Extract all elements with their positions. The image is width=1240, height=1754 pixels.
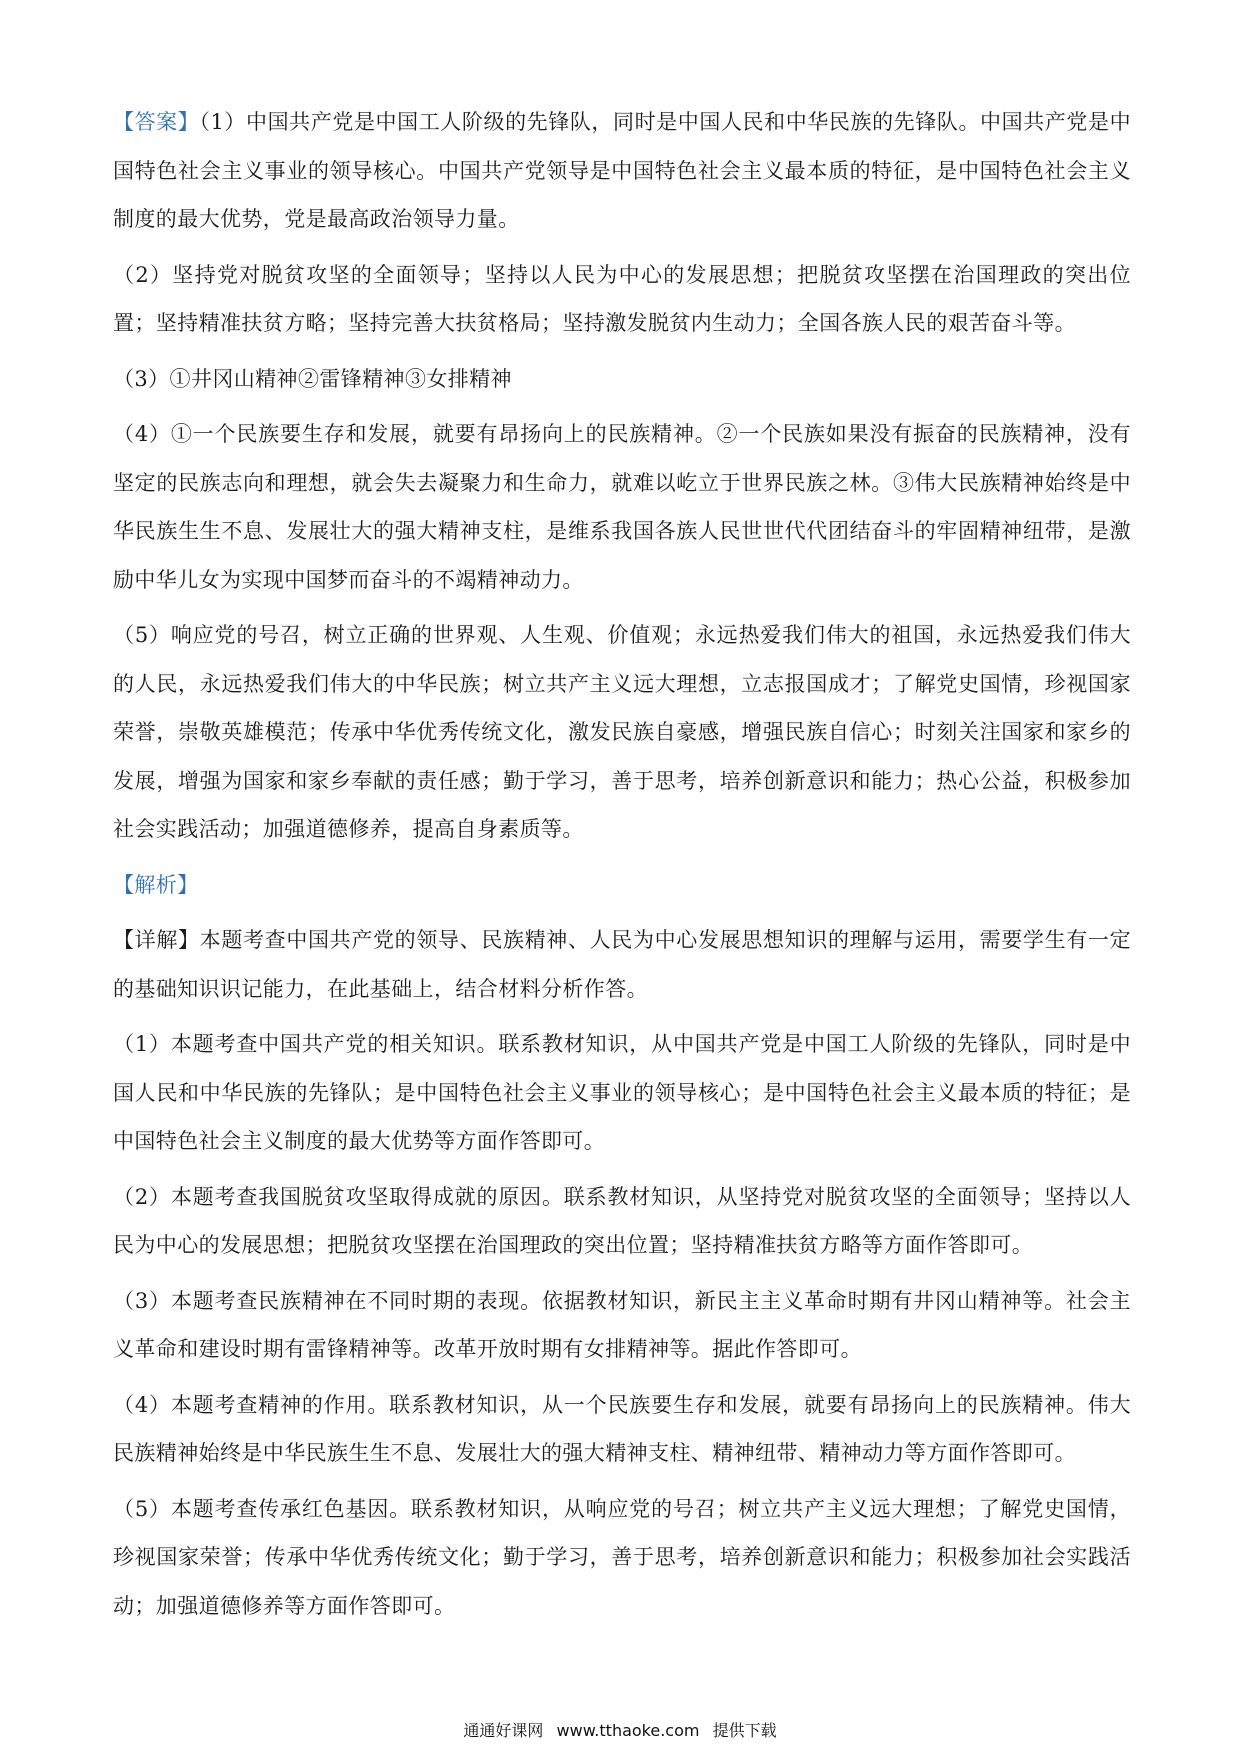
analysis-paragraph-3: （3）本题考查民族精神在不同时期的表现。依据教材知识，新民主主义革命时期有井冈山精神等。社会主义革命和建设时期有雷锋精神等。改革开放时期有女排精神等。据此作答即可。 xyxy=(113,1288,1131,1361)
analysis-tag: 【解析】 xyxy=(113,872,199,897)
detail-paragraph xyxy=(113,916,1131,1013)
answer-text-1: （1）中国共产党是中国工人阶级的先锋队，同时是中国人民和中华民族的先锋队。中国共产党是中国特色社会主义事业的领导核心。中国共产党领导是中国特色社会主义最本质的特征，是中国特色社会主义制度的最大优势，党是最高政治领导力量。 xyxy=(113,110,1131,231)
answer-paragraph-5: （5）响应党的号召，树立正确的世界观、人生观、价值观；永远热爱我们伟大的祖国，永远热爱我们伟大的人民，永远热爱我们伟大的中华民族；树立共产主义远大理想，立志报国成才；了解党史国情，珍视国家荣誉，崇敬英雄模范；传承中华优秀传统文化，激发民族自豪感，增强民族自信心；时刻关注国家和家乡的发展，增强为国家和家乡奉献的责任感；勤于学习，善于思考，培养创新意识和能力；热心公益，积极参加社会实践活动；加强道德修养，提高自身素质等。 xyxy=(113,623,1131,841)
analysis-paragraph-2: （2）本题考查我国脱贫攻坚取得成就的原因。联系教材知识，从坚持党对脱贫攻坚的全面领导；坚持以人民为中心的发展思想；把脱贫攻坚摆在治国理政的突出位置；坚持精准扶贫方略等方面作答即可。 xyxy=(113,1184,1131,1257)
analysis-paragraph-5: （5）本题考查传承红色基因。联系教材知识，从响应党的号召；树立共产主义远大理想；了解党史国情，珍视国家荣誉；传承中华优秀传统文化；勤于学习，善于思考，培养创新意识和能力；积极参加社会实践活动；加强道德修养等方面作答即可。 xyxy=(113,1496,1131,1618)
footer-note: 提供下载 xyxy=(712,1721,777,1740)
answer-paragraph-3: （3）①井冈山精神②雷锋精神③女排精神 xyxy=(113,366,512,391)
analysis-heading xyxy=(113,861,1131,910)
answer-paragraph-2: （2）坚持党对脱贫攻坚的全面领导；坚持以人民为中心的发展思想；把脱贫攻坚摆在治国理政的突出位置；坚持精准扶贫方略；坚持完善大扶贫格局；坚持激发脱贫内生动力；全国各族人民的艰苦奋斗等。 xyxy=(113,262,1131,335)
detail-intro-text: 本题考查中国共产党的领导、民族精神、人民为中心发展思想知识的理解与运用，需要学生有一定的基础知识识记能力，在此基础上，结合材料分析作答。 xyxy=(113,928,1131,1001)
answer-paragraph-4: （4）①一个民族要生存和发展，就要有昂扬向上的民族精神。②一个民族如果没有振奋的民族精神，没有坚定的民族志向和理想，就会失去凝聚力和生命力，就难以屹立于世界民族之林。③伟大民族精神始终是中华民族生生不息、发展壮大的强大精神支柱，是维系我国各族人民世世代代团结奋斗的牢固精神纽带，是激励中华儿女为实现中国梦而奋斗的不竭精神动力。 xyxy=(113,422,1131,592)
detail-tag: 【详解】 xyxy=(113,928,200,952)
document-body xyxy=(113,98,1131,1637)
footer-site-name: 通通好课网 xyxy=(463,1721,544,1740)
analysis-paragraph-1: （1）本题考查中国共产党的相关知识。联系教材知识，从中国共产党是中国工人阶级的先锋队，同时是中国人民和中华民族的先锋队；是中国特色社会主义事业的领导核心；是中国特色社会主义最本质的特征；是中国特色社会主义制度的最大优势等方面作答即可。 xyxy=(113,1032,1131,1153)
footer-url[interactable]: www.tthaoke.com xyxy=(556,1721,700,1740)
answer-paragraph-1 xyxy=(113,98,1131,244)
page-footer xyxy=(0,1718,1240,1741)
analysis-paragraph-4: （4）本题考查精神的作用。联系教材知识，从一个民族要生存和发展，就要有昂扬向上的民族精神。伟大民族精神始终是中华民族生生不息、发展壮大的强大精神支柱、精神纽带、精神动力等方面作答即可。 xyxy=(113,1392,1131,1465)
answer-tag: 【答案】 xyxy=(113,110,200,134)
